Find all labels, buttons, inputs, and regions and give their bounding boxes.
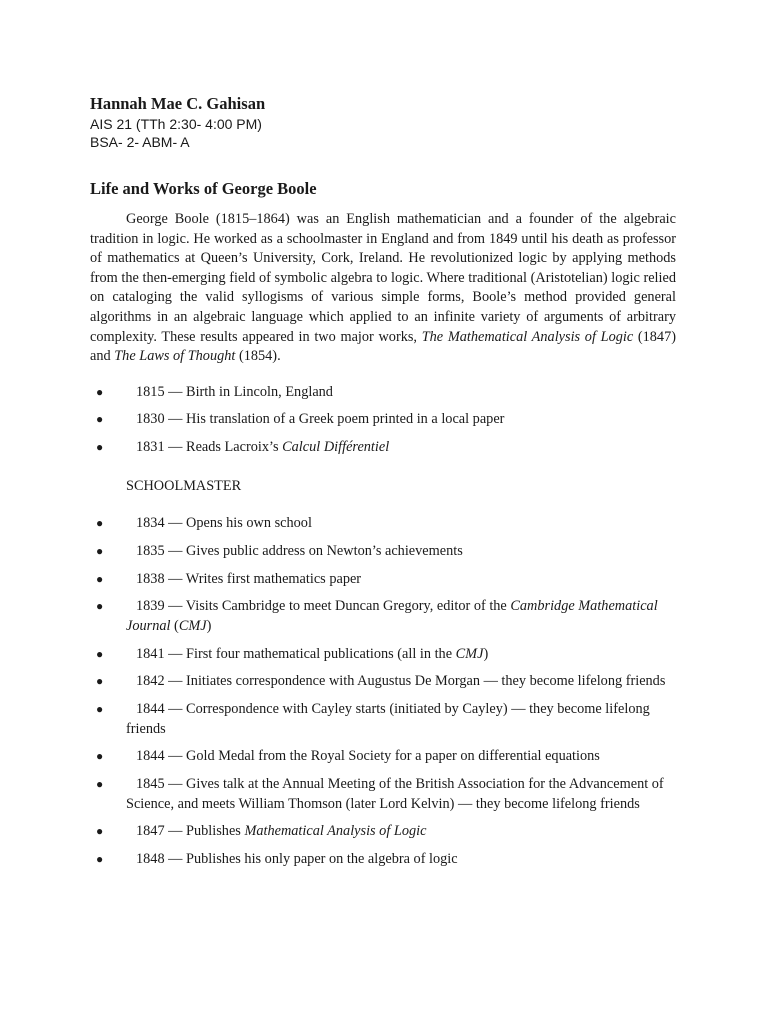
list-item-text: 1841 — First four mathematical publications (all in the CMJ)	[136, 645, 489, 662]
list-item-text: 1847 — Publishes Mathematical Analysis of Logic	[136, 823, 427, 840]
bullet-icon: ●	[96, 749, 104, 764]
bullet-icon: ●	[96, 702, 104, 717]
bullet-icon: ●	[96, 599, 104, 614]
list-item-text: 1844 — Correspondence with Cayley starts (initiated by Cayley) — they become lifelong friends	[126, 701, 650, 737]
list-item-text: 1844 — Gold Medal from the Royal Society for a paper on differential equations	[136, 748, 600, 765]
list-item	[90, 775, 680, 814]
list-item	[90, 514, 680, 533]
list-item-text: 1831 — Reads Lacroix’s Calcul Différentiel	[136, 438, 390, 455]
list-item	[90, 410, 680, 429]
bullet-icon: ●	[96, 852, 104, 867]
early-life-list	[90, 383, 680, 465]
list-item-text: 1815 — Birth in Lincoln, England	[136, 384, 333, 400]
list-item	[90, 747, 680, 766]
bullet-icon: ●	[96, 571, 104, 586]
list-item	[90, 542, 680, 561]
list-item	[90, 822, 680, 841]
list-item-text: 1838 — Writes first mathematics paper	[136, 570, 362, 587]
list-item-text: 1848 — Publishes his only paper on the algebra of logic	[136, 851, 458, 868]
bullet-icon: ●	[96, 674, 104, 689]
author-name: Hannah Mae C. Gahisan	[90, 94, 266, 113]
intro-end: (1854).	[235, 348, 281, 365]
list-item-text: 1830 — His translation of a Greek poem printed in a local paper	[136, 411, 505, 428]
list-item	[90, 383, 680, 402]
schoolmaster-list	[90, 514, 680, 878]
list-item	[90, 850, 680, 869]
list-item	[90, 597, 680, 636]
list-item-text: 1834 — Opens his own school	[136, 515, 312, 531]
section-label: SCHOOLMASTER	[126, 478, 242, 494]
list-item	[90, 700, 680, 739]
section-info: BSA- 2- ABM- A	[90, 134, 190, 150]
bullet-icon: ●	[96, 543, 104, 558]
work-title-2: The Laws of Thought	[114, 348, 236, 365]
bullet-icon: ●	[96, 412, 104, 427]
document-title: Life and Works of George Boole	[90, 179, 317, 198]
course-info: AIS 21 (TTh 2:30- 4:00 PM)	[90, 116, 262, 132]
bullet-icon: ●	[96, 385, 104, 399]
list-item	[90, 645, 680, 664]
bullet-icon: ●	[96, 777, 104, 792]
work-title-1: The Mathematical Analysis of Logic	[421, 328, 634, 345]
bullet-icon: ●	[96, 646, 104, 661]
list-item-text: 1835 — Gives public address on Newton’s achievements	[136, 542, 463, 559]
bullet-icon: ●	[96, 516, 104, 530]
list-item	[90, 570, 680, 589]
bullet-icon: ●	[96, 439, 104, 454]
intro-mid: (1847) and	[90, 328, 676, 365]
list-item	[90, 672, 680, 691]
list-item	[90, 438, 680, 457]
list-item-text: 1839 — Visits Cambridge to meet Duncan Gregory, editor of the Cambridge Mathematical Journal (CMJ)	[126, 598, 658, 634]
bullet-icon: ●	[96, 824, 104, 839]
list-item-text: 1842 — Initiates correspondence with Augustus De Morgan — they become lifelong friends	[136, 673, 666, 690]
list-item-text: 1845 — Gives talk at the Annual Meeting of the British Association for the Advancement of Science, and meets William Thomson (later Lord Kelvin) — they become lifelong friends	[126, 776, 664, 812]
intro-text: George Boole (1815–1864) was an English mathematician and a founder of the algebraic tradition in logic. He worked as a schoolmaster in England and from 1849 until his death as professor of mathematics at Queen’s University, Cork, Ireland. He revolutionized logic by applying methods from the then-emerging field of symbolic algebra to logic. Where traditional (Aristotelian) logic relied on cataloging the valid syllogisms of various simple forms, Boole’s method provided general algorithms in an algebraic language which applied to an infinite variety of arguments of arbitrary complexity. These results appeared in two major works,	[90, 211, 676, 345]
intro-paragraph	[90, 210, 676, 367]
